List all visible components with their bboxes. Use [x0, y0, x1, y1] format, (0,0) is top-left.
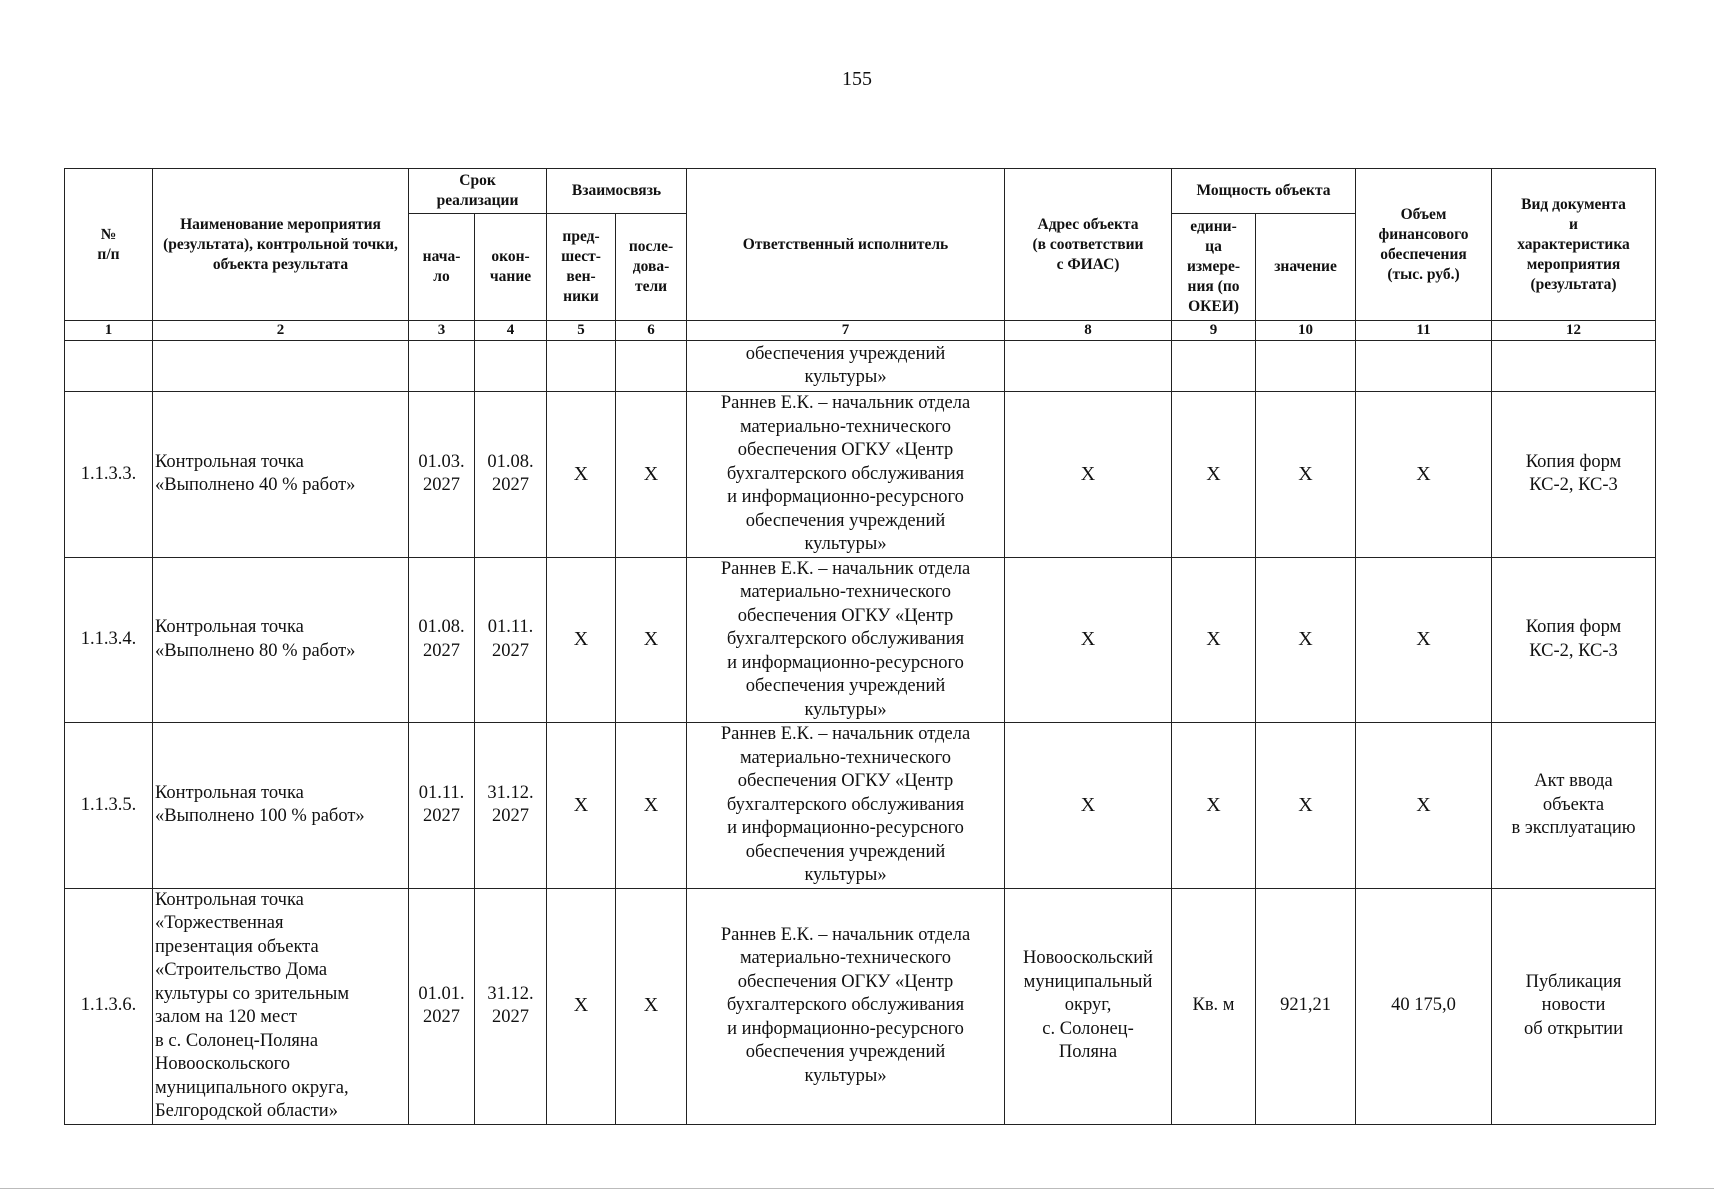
event-name: Контрольная точка «Выполнено 100 % работ»: [153, 723, 409, 889]
header-capacity-value: значение: [1256, 214, 1356, 321]
capacity-unit: Кв. м: [1172, 888, 1256, 1124]
link-next: Х: [616, 392, 687, 558]
column-number: 2: [153, 321, 409, 341]
event-name: Контрольная точка «Выполнено 40 % работ»: [153, 392, 409, 558]
header-term-end: окон- чание: [475, 214, 547, 321]
table-row: [65, 392, 1656, 558]
column-number: 11: [1356, 321, 1492, 341]
header-doc-type: Вид документа и характеристика мероприятия (результата): [1492, 169, 1656, 321]
capacity-unit: Х: [1172, 557, 1256, 723]
header-term-group: Срок реализации: [409, 169, 547, 214]
finance-amount: Х: [1356, 557, 1492, 723]
column-number: 1: [65, 321, 153, 341]
header-capacity-group: Мощность объекта: [1172, 169, 1356, 214]
address: Новооскольский муниципальный округ, с. Солонец- Поляна: [1005, 888, 1172, 1124]
row-number: 1.1.3.6.: [65, 888, 153, 1124]
table-row: [65, 723, 1656, 889]
table-row: [65, 888, 1656, 1124]
header-link-prev: пред- шест- вен- ники: [547, 214, 616, 321]
finance-amount: 40 175,0: [1356, 888, 1492, 1124]
header-address: Адрес объекта (в соответствии с ФИАС): [1005, 169, 1172, 321]
scan-artifact-line: [0, 1188, 1714, 1189]
address: Х: [1005, 723, 1172, 889]
event-name: Контрольная точка «Торжественная презентация объекта «Строительство Дома культуры со зрительным залом на 120 мест в с. Солонец-Поляна Новооскольского муниципального округа, Белгородской области»: [153, 888, 409, 1124]
link-prev: Х: [547, 723, 616, 889]
column-number: 12: [1492, 321, 1656, 341]
finance-amount: Х: [1356, 723, 1492, 889]
term-end: 01.08. 2027: [475, 392, 547, 558]
capacity-unit: Х: [1172, 392, 1256, 558]
event-plan-table: [64, 168, 1656, 1125]
term-end: 31.12. 2027: [475, 888, 547, 1124]
column-number: 9: [1172, 321, 1256, 341]
link-next: Х: [616, 557, 687, 723]
address: Х: [1005, 392, 1172, 558]
column-number: 8: [1005, 321, 1172, 341]
responsible: Раннев Е.К. – начальник отдела материально-технического обеспечения ОГКУ «Центр бухгалтерского обслуживания и информационно-ресурсного обеспечения учреждений культуры»: [687, 557, 1005, 723]
column-number: 6: [616, 321, 687, 341]
header-capacity-unit: едини- ца измере- ния (по ОКЕИ): [1172, 214, 1256, 321]
capacity-value: Х: [1256, 392, 1356, 558]
page-number: 155: [842, 68, 872, 90]
header-finance: Объем финансового обеспечения (тыс. руб.): [1356, 169, 1492, 321]
capacity-value: Х: [1256, 557, 1356, 723]
row-number: 1.1.3.3.: [65, 392, 153, 558]
doc-type: Акт ввода объекта в эксплуатацию: [1492, 723, 1656, 889]
term-start: 01.03. 2027: [409, 392, 475, 558]
column-number: 5: [547, 321, 616, 341]
link-next: Х: [616, 888, 687, 1124]
header-responsible: Ответственный исполнитель: [687, 169, 1005, 321]
address: Х: [1005, 557, 1172, 723]
term-start: 01.11. 2027: [409, 723, 475, 889]
column-number: 4: [475, 321, 547, 341]
link-prev: Х: [547, 392, 616, 558]
column-number-row: [65, 321, 1656, 341]
row-number: 1.1.3.5.: [65, 723, 153, 889]
event-name: Контрольная точка «Выполнено 80 % работ»: [153, 557, 409, 723]
column-number: 10: [1256, 321, 1356, 341]
doc-type: Копия форм КС-2, КС-3: [1492, 392, 1656, 558]
row-number: 1.1.3.4.: [65, 557, 153, 723]
finance-amount: Х: [1356, 392, 1492, 558]
term-end: 01.11. 2027: [475, 557, 547, 723]
term-start: 01.08. 2027: [409, 557, 475, 723]
header-row: [65, 169, 1656, 214]
capacity-value: 921,21: [1256, 888, 1356, 1124]
responsible: Раннев Е.К. – начальник отдела материально-технического обеспечения ОГКУ «Центр бухгалтерского обслуживания и информационно-ресурсного обеспечения учреждений культуры»: [687, 392, 1005, 558]
header-term-start: нача- ло: [409, 214, 475, 321]
term-end: 31.12. 2027: [475, 723, 547, 889]
term-start: 01.01. 2027: [409, 888, 475, 1124]
column-number: 3: [409, 321, 475, 341]
responsible: Раннев Е.К. – начальник отдела материально-технического обеспечения ОГКУ «Центр бухгалтерского обслуживания и информационно-ресурсного обеспечения учреждений культуры»: [687, 888, 1005, 1124]
table-row: [65, 557, 1656, 723]
link-prev: Х: [547, 557, 616, 723]
doc-type: Копия форм КС-2, КС-3: [1492, 557, 1656, 723]
capacity-unit: Х: [1172, 723, 1256, 889]
link-prev: Х: [547, 888, 616, 1124]
column-number: 7: [687, 321, 1005, 341]
doc-type: Публикация новости об открытии: [1492, 888, 1656, 1124]
header-link-next: после- дова- тели: [616, 214, 687, 321]
header-link-group: Взаимосвязь: [547, 169, 687, 214]
link-next: Х: [616, 723, 687, 889]
continuation-row: [65, 341, 1656, 392]
responsible: Раннев Е.К. – начальник отдела материально-технического обеспечения ОГКУ «Центр бухгалтерского обслуживания и информационно-ресурсного обеспечения учреждений культуры»: [687, 723, 1005, 889]
header-name: Наименование мероприятия (результата), контрольной точки, объекта результата: [153, 169, 409, 321]
capacity-value: Х: [1256, 723, 1356, 889]
continuation-responsible: обеспечения учреждений культуры»: [687, 341, 1005, 392]
header-no: № п/п: [65, 169, 153, 321]
